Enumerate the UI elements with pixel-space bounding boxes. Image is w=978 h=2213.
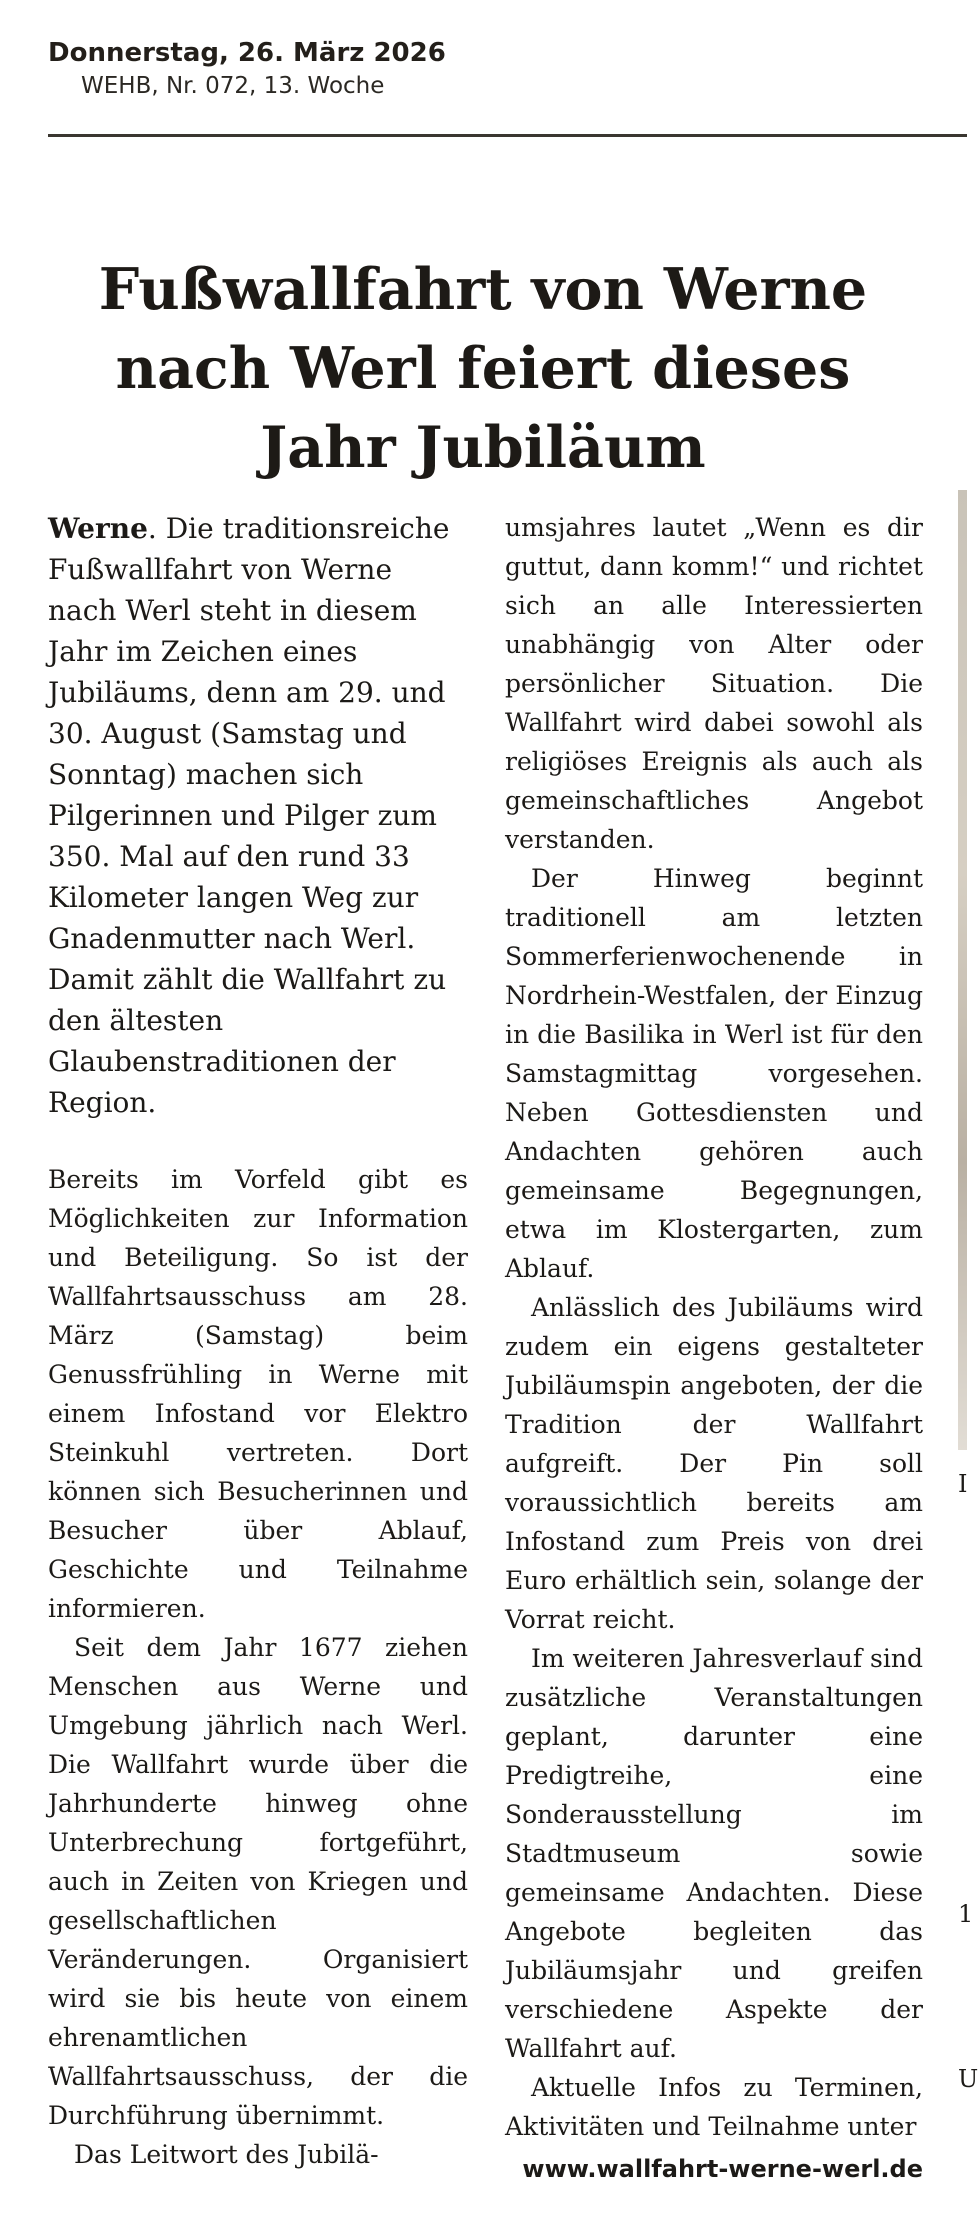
lead-column [48,508,468,1123]
paragraph-motto-continued: umsjahres lautet „Wenn es dir guttut, dann komm!“ und richtet sich an alle Interessierten unabhängig von Alter oder persönlicher Situation. Die Wallfahrt wird dabei sowohl als religiöses Ereignis als auch als gemeinschaftliches Angebot verstanden. [505,513,923,854]
right-column [505,508,923,2189]
paragraph-pin: Anlässlich des Jubiläums wird zudem ein eigens gestalteter Jubiläumspin angeboten, der die Tradition der Wallfahrt aufgreift. Der Pin soll voraussichtlich bereits am Infostand zum Preis von drei Euro erhältlich sein, solange der Vorrat reicht. [505,1293,923,1634]
article-headline: Fußwallfahrt von Werne nach Werl feiert dieses Jahr Jubiläum [98,256,868,482]
paragraph-motto-start: Das Leitwort des Jubilä- [74,2140,379,2169]
masthead [48,36,446,102]
dateline-place: Werne [48,512,148,545]
paragraph-info-link: Aktuelle Infos zu Terminen, Aktivitäten und Teilnahme unter [505,2073,923,2141]
adjacent-text-edge: 1 [958,1900,974,1928]
adjacent-text-edge: U [958,2065,978,2093]
lead-paragraph [48,508,468,1123]
header-rule [48,134,967,137]
adjacent-photo-edge [958,490,967,1450]
lead-text: . Die traditionsreiche Fußwallfahrt von Werne nach Werl steht in diesem Jahr im Zeichen eines Jubiläums, denn am 29. und 30. August (Samstag und Sonntag) machen sich Pilgerinnen und Pilger zum 350. Mal auf den rund 33 Kilometer langen Weg zur Gnadenmutter nach Werl. Damit zählt die Wallfahrt zu den ältesten Glaubenstraditionen der Region. [48,512,450,1119]
paragraph-events: Im weiteren Jahresverlauf sind zusätzliche Veranstaltungen geplant, darunter eine Predigtreihe, eine Sonderausstellung im Stadtmuseum sowie gemeinsame Andachten. Diese Angebote begleiten das Jubiläumsjahr und greifen verschiedene Aspekte der Wallfahrt auf. [505,1644,923,2063]
left-column [48,1160,468,2174]
website-link[interactable]: www.wallfahrt-werne-werl.de [522,2155,923,2183]
paragraph-route: Der Hinweg beginnt traditionell am letzten Sommerferienwochenende in Nordrhein-Westfalen, der Einzug in die Basilika in Werl ist für den Samstagmittag vorgesehen. Neben Gottesdiensten und Andachten gehören auch gemeinsame Begegnungen, etwa im Klostergarten, zum Ablauf. [505,864,923,1283]
paragraph-history: Seit dem Jahr 1677 ziehen Menschen aus Werne und Umgebung jährlich nach Werl. Die Wallfahrt wurde über die Jahrhunderte hinweg ohne Unterbrechung fortgeführt, auch in Zeiten von Kriegen und gesellschaftlichen Veränderungen. Organisiert wird sie bis heute von einem ehrenamtlichen Wallfahrtsausschuss, der die Durchführung übernimmt. [48,1633,468,2130]
paragraph-info: Bereits im Vorfeld gibt es Möglichkeiten zur Information und Beteiligung. So ist der Wallfahrtsausschuss am 28. März (Samstag) beim Genussfrühling in Werne mit einem Infostand vor Elektro Steinkuhl vertreten. Dort können sich Besucherinnen und Besucher über Ablauf, Geschichte und Teilnahme informieren. [48,1165,468,1623]
adjacent-text-edge: I [958,1470,968,1498]
issue-number: WEHB, Nr. 072, 13. Woche [81,73,385,99]
issue-date: Donnerstag, 26. März 2026 [48,38,446,68]
